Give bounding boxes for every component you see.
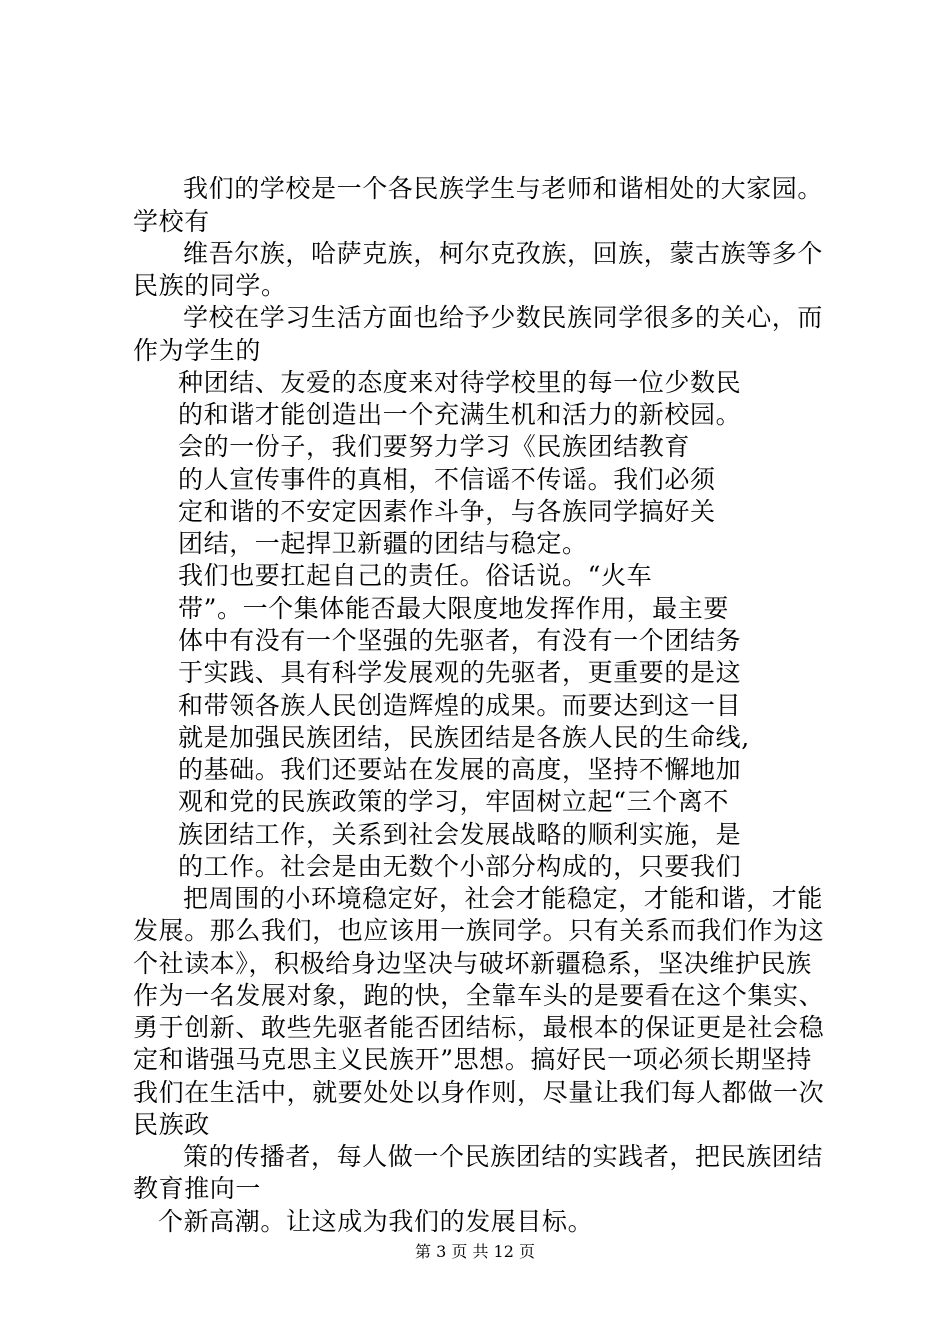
text-line: 定和谐的不安定因素作斗争，与各族同学搞好关 [178,497,716,526]
text-line: 种团结、友爱的态度来对待学校里的每一位少数民 [178,368,742,397]
text-line: 策的传播者，每人做一个民族团结的实践者，把民族团结 [183,1142,824,1171]
text-line: 我们也要扛起自己的责任。俗话说。“火车 [178,561,653,590]
text-line: 我们的学校是一个各民族学生与老师和谐相处的大家园。 [183,174,824,203]
text-line: 带”。一个集体能否最大限度地发挥作用，最主要 [178,594,729,623]
text-line: 的人宣传事件的真相，不信谣不传谣。我们必须 [178,465,716,494]
text-line: 勇于创新、敢些先驱者能否团结标，最根本的保证更是社会稳 [133,1013,825,1042]
text-line: 个新高潮。让这成为我们的发展目标。 [158,1207,594,1236]
page-footer: 第 3 页 共 12 页 [415,1242,535,1261]
text-line: 学校有 [133,207,210,236]
text-line: 民族的同学。 [133,271,287,300]
text-line: 我们在生活中，就要处处以身作则，尽量让我们每人都做一次 [133,1078,825,1107]
text-line: 就是加强民族团结，民族团结是各族人民的生命线, [178,723,750,752]
text-line: 的工作。社会是由无数个小部分构成的，只要我们 [178,852,742,881]
text-line: 维吾尔族，哈萨克族，柯尔克孜族，回族，蒙古族等多个 [183,239,824,268]
text-line: 会的一份子，我们要努力学习《民族团结教育 [178,432,691,461]
text-line: 的基础。我们还要站在发展的高度，坚持不懈地加 [178,755,742,784]
text-line: 体中有没有一个坚强的先驱者，有没有一个团结务 [178,626,742,655]
text-line: 团结，一起捍卫新疆的团结与稳定。 [178,529,588,558]
text-line: 个社读本》，积极给身边坚决与破坏新疆稳系，坚决维护民族 [133,949,812,978]
text-line: 作为学生的 [133,336,262,365]
text-line: 把周围的小环境稳定好，社会才能稳定，才能和谐，才能 [183,884,824,913]
text-line: 作为一名发展对象，跑的快，全靠车头的是要看在这个集实、 [133,981,825,1010]
text-line: 学校在学习生活方面也给予少数民族同学很多的关心，而 [183,303,824,332]
text-line: 民族政 [133,1110,210,1139]
text-line: 族团结工作，关系到社会发展战略的顺利实施，是 [178,820,742,849]
text-line: 于实践、具有科学发展观的先驱者，更重要的是这 [178,658,742,687]
text-line: 和带领各族人民创造辉煌的成果。而要达到这一目 [178,691,742,720]
text-line: 观和党的民族政策的学习，牢固树立起“三个离不 [178,787,729,816]
text-line: 的和谐才能创造出一个充满生机和活力的新校园。 [178,400,742,429]
text-line: 教育推向一 [133,1174,262,1203]
text-line: 定和谐强马克思主义民族开”思想。搞好民一项必须长期坚持 [133,1045,812,1074]
text-line: 发展。那么我们，也应该用一族同学。只有关系而我们作为这 [133,916,825,945]
